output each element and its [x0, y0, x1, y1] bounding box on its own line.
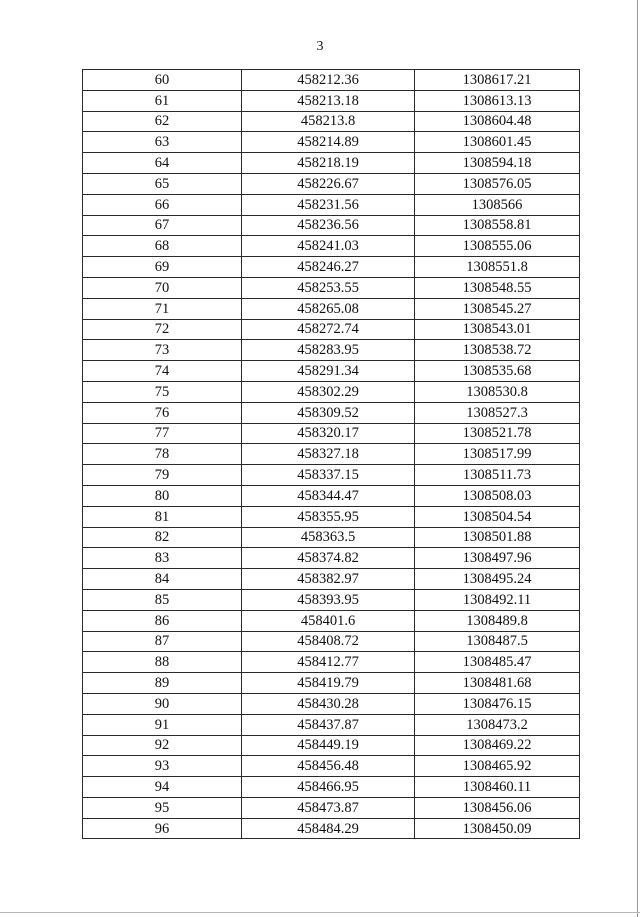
y-coordinate-cell: 1308492.11: [415, 589, 580, 610]
table-row: [83, 132, 580, 153]
table-row: [83, 236, 580, 257]
x-coordinate-cell: 458456.48: [242, 756, 415, 777]
point-number-cell: 92: [83, 735, 242, 756]
y-coordinate-cell: 1308527.3: [415, 402, 580, 423]
point-number-cell: 70: [83, 277, 242, 298]
x-coordinate-cell: 458241.03: [242, 236, 415, 257]
table-row: [83, 277, 580, 298]
y-coordinate-cell: 1308481.68: [415, 673, 580, 694]
x-coordinate-cell: 458231.56: [242, 194, 415, 215]
y-coordinate-cell: 1308576.05: [415, 173, 580, 194]
y-coordinate-cell: 1308469.22: [415, 735, 580, 756]
table-row: [83, 257, 580, 278]
point-number-cell: 84: [83, 569, 242, 590]
point-number-cell: 75: [83, 381, 242, 402]
y-coordinate-cell: 1308551.8: [415, 257, 580, 278]
point-number-cell: 79: [83, 465, 242, 486]
table-row: [83, 673, 580, 694]
table-row: [83, 693, 580, 714]
x-coordinate-cell: 458355.95: [242, 506, 415, 527]
table-row: [83, 444, 580, 465]
point-number-cell: 65: [83, 173, 242, 194]
x-coordinate-cell: 458412.77: [242, 652, 415, 673]
y-coordinate-cell: 1308511.73: [415, 465, 580, 486]
x-coordinate-cell: 458401.6: [242, 610, 415, 631]
point-number-cell: 78: [83, 444, 242, 465]
table-row: [83, 340, 580, 361]
x-coordinate-cell: 458484.29: [242, 818, 415, 839]
point-number-cell: 74: [83, 361, 242, 382]
point-number-cell: 71: [83, 298, 242, 319]
y-coordinate-cell: 1308601.45: [415, 132, 580, 153]
point-number-cell: 96: [83, 818, 242, 839]
x-coordinate-cell: 458374.82: [242, 548, 415, 569]
x-coordinate-cell: 458309.52: [242, 402, 415, 423]
point-number-cell: 76: [83, 402, 242, 423]
table-row: [83, 527, 580, 548]
table-row: [83, 631, 580, 652]
x-coordinate-cell: 458363.5: [242, 527, 415, 548]
x-coordinate-cell: 458466.95: [242, 777, 415, 798]
y-coordinate-cell: 1308566: [415, 194, 580, 215]
x-coordinate-cell: 458344.47: [242, 485, 415, 506]
x-coordinate-cell: 458265.08: [242, 298, 415, 319]
point-number-cell: 85: [83, 589, 242, 610]
x-coordinate-cell: 458236.56: [242, 215, 415, 236]
coordinate-table-body: [83, 70, 580, 839]
table-row: [83, 485, 580, 506]
x-coordinate-cell: 458283.95: [242, 340, 415, 361]
table-row: [83, 381, 580, 402]
y-coordinate-cell: 1308613.13: [415, 90, 580, 111]
table-row: [83, 714, 580, 735]
point-number-cell: 87: [83, 631, 242, 652]
point-number-cell: 66: [83, 194, 242, 215]
table-row: [83, 153, 580, 174]
table-row: [83, 589, 580, 610]
point-number-cell: 91: [83, 714, 242, 735]
point-number-cell: 81: [83, 506, 242, 527]
page-edge-right: [637, 0, 638, 917]
y-coordinate-cell: 1308473.2: [415, 714, 580, 735]
page-number: 3: [316, 39, 324, 54]
point-number-cell: 67: [83, 215, 242, 236]
table-row: [83, 818, 580, 839]
y-coordinate-cell: 1308535.68: [415, 361, 580, 382]
x-coordinate-cell: 458437.87: [242, 714, 415, 735]
table-row: [83, 361, 580, 382]
point-number-cell: 77: [83, 423, 242, 444]
x-coordinate-cell: 458430.28: [242, 693, 415, 714]
table-row: [83, 548, 580, 569]
point-number-cell: 83: [83, 548, 242, 569]
table-row: [83, 319, 580, 340]
y-coordinate-cell: 1308476.15: [415, 693, 580, 714]
x-coordinate-cell: 458246.27: [242, 257, 415, 278]
y-coordinate-cell: 1308555.06: [415, 236, 580, 257]
point-number-cell: 90: [83, 693, 242, 714]
point-number-cell: 88: [83, 652, 242, 673]
x-coordinate-cell: 458408.72: [242, 631, 415, 652]
table-row: [83, 298, 580, 319]
y-coordinate-cell: 1308521.78: [415, 423, 580, 444]
x-coordinate-cell: 458382.97: [242, 569, 415, 590]
x-coordinate-cell: 458393.95: [242, 589, 415, 610]
x-coordinate-cell: 458320.17: [242, 423, 415, 444]
y-coordinate-cell: 1308489.8: [415, 610, 580, 631]
point-number-cell: 61: [83, 90, 242, 111]
x-coordinate-cell: 458337.15: [242, 465, 415, 486]
point-number-cell: 60: [83, 70, 242, 91]
point-number-cell: 72: [83, 319, 242, 340]
y-coordinate-cell: 1308495.24: [415, 569, 580, 590]
point-number-cell: 95: [83, 797, 242, 818]
y-coordinate-cell: 1308504.54: [415, 506, 580, 527]
table-row: [83, 402, 580, 423]
point-number-cell: 94: [83, 777, 242, 798]
y-coordinate-cell: 1308558.81: [415, 215, 580, 236]
x-coordinate-cell: 458213.8: [242, 111, 415, 132]
y-coordinate-cell: 1308530.8: [415, 381, 580, 402]
table-row: [83, 506, 580, 527]
x-coordinate-cell: 458291.34: [242, 361, 415, 382]
x-coordinate-cell: 458213.18: [242, 90, 415, 111]
y-coordinate-cell: 1308517.99: [415, 444, 580, 465]
y-coordinate-cell: 1308460.11: [415, 777, 580, 798]
y-coordinate-cell: 1308545.27: [415, 298, 580, 319]
coordinate-table: [82, 69, 580, 839]
table-row: [83, 569, 580, 590]
y-coordinate-cell: 1308487.5: [415, 631, 580, 652]
table-row: [83, 70, 580, 91]
x-coordinate-cell: 458449.19: [242, 735, 415, 756]
table-row: [83, 215, 580, 236]
x-coordinate-cell: 458218.19: [242, 153, 415, 174]
point-number-cell: 62: [83, 111, 242, 132]
y-coordinate-cell: 1308450.09: [415, 818, 580, 839]
table-row: [83, 173, 580, 194]
x-coordinate-cell: 458212.36: [242, 70, 415, 91]
y-coordinate-cell: 1308497.96: [415, 548, 580, 569]
table-row: [83, 735, 580, 756]
point-number-cell: 68: [83, 236, 242, 257]
y-coordinate-cell: 1308465.92: [415, 756, 580, 777]
table-row: [83, 756, 580, 777]
y-coordinate-cell: 1308456.06: [415, 797, 580, 818]
point-number-cell: 64: [83, 153, 242, 174]
page-edge-bottom: [0, 912, 640, 913]
table-row: [83, 423, 580, 444]
table-row: [83, 111, 580, 132]
point-number-cell: 86: [83, 610, 242, 631]
y-coordinate-cell: 1308501.88: [415, 527, 580, 548]
table-row: [83, 652, 580, 673]
point-number-cell: 82: [83, 527, 242, 548]
y-coordinate-cell: 1308604.48: [415, 111, 580, 132]
table-row: [83, 194, 580, 215]
y-coordinate-cell: 1308485.47: [415, 652, 580, 673]
table-row: [83, 610, 580, 631]
point-number-cell: 93: [83, 756, 242, 777]
y-coordinate-cell: 1308548.55: [415, 277, 580, 298]
y-coordinate-cell: 1308538.72: [415, 340, 580, 361]
y-coordinate-cell: 1308508.03: [415, 485, 580, 506]
x-coordinate-cell: 458214.89: [242, 132, 415, 153]
x-coordinate-cell: 458253.55: [242, 277, 415, 298]
point-number-cell: 69: [83, 257, 242, 278]
table-row: [83, 797, 580, 818]
x-coordinate-cell: 458327.18: [242, 444, 415, 465]
y-coordinate-cell: 1308594.18: [415, 153, 580, 174]
x-coordinate-cell: 458226.67: [242, 173, 415, 194]
table-row: [83, 90, 580, 111]
y-coordinate-cell: 1308617.21: [415, 70, 580, 91]
x-coordinate-cell: 458419.79: [242, 673, 415, 694]
x-coordinate-cell: 458302.29: [242, 381, 415, 402]
y-coordinate-cell: 1308543.01: [415, 319, 580, 340]
point-number-cell: 73: [83, 340, 242, 361]
point-number-cell: 63: [83, 132, 242, 153]
point-number-cell: 89: [83, 673, 242, 694]
x-coordinate-cell: 458473.87: [242, 797, 415, 818]
table-row: [83, 465, 580, 486]
x-coordinate-cell: 458272.74: [242, 319, 415, 340]
point-number-cell: 80: [83, 485, 242, 506]
table-row: [83, 777, 580, 798]
